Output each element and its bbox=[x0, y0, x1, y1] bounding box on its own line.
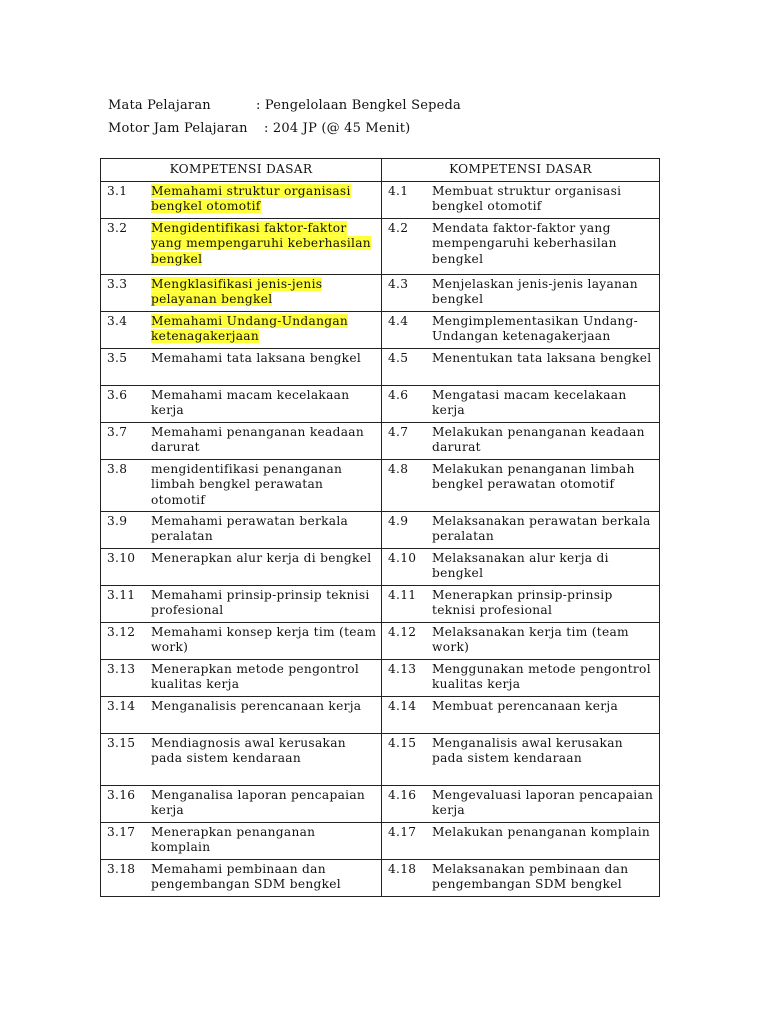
left-cell-9 bbox=[101, 549, 382, 586]
right-cell-3 bbox=[382, 312, 660, 349]
right-competency-number: 4.13 bbox=[388, 662, 417, 676]
left-competency-number: 3.1 bbox=[107, 184, 128, 198]
right-competency-text: Membuat perencanaan kerja bbox=[432, 699, 619, 713]
right-competency-item bbox=[388, 551, 655, 582]
right-competency-text: Melakukan penanganan limbah bengkel perawatan otomotif bbox=[432, 462, 635, 492]
subject-value: : Pengelolaan Bengkel Sepeda bbox=[256, 98, 461, 113]
table-row bbox=[101, 860, 660, 897]
right-competency-number: 4.9 bbox=[388, 514, 409, 528]
right-cell-16 bbox=[382, 823, 660, 860]
right-cell-2 bbox=[382, 275, 660, 312]
hours-label: Motor Jam Pelajaran bbox=[108, 121, 248, 136]
right-competency-item bbox=[388, 788, 655, 819]
left-competency-item bbox=[107, 736, 377, 767]
left-competency-number: 3.3 bbox=[107, 277, 128, 291]
left-competency-item bbox=[107, 625, 377, 656]
left-competency-text: Memahami macam kecelakaan kerja bbox=[151, 388, 350, 418]
right-cell-9 bbox=[382, 549, 660, 586]
left-cell-6 bbox=[101, 423, 382, 460]
right-competency-text: Melakukan penanganan komplain bbox=[432, 825, 651, 839]
left-cell-1 bbox=[101, 219, 382, 275]
table-row bbox=[101, 312, 660, 349]
subject-label: Mata Pelajaran bbox=[108, 98, 211, 113]
left-cell-3 bbox=[101, 312, 382, 349]
table-row bbox=[101, 275, 660, 312]
right-competency-item bbox=[388, 862, 655, 893]
right-competency-text: Membuat struktur organisasi bengkel otomotif bbox=[432, 184, 622, 214]
table-row bbox=[101, 549, 660, 586]
left-cell-10 bbox=[101, 586, 382, 623]
left-cell-15 bbox=[101, 786, 382, 823]
left-competency-number: 3.6 bbox=[107, 388, 128, 402]
left-competency-item bbox=[107, 788, 377, 819]
right-cell-13 bbox=[382, 697, 660, 734]
right-competency-item bbox=[388, 514, 655, 545]
right-competency-number: 4.3 bbox=[388, 277, 409, 291]
right-competency-item bbox=[388, 662, 655, 693]
right-competency-number: 4.17 bbox=[388, 825, 417, 839]
right-competency-number: 4.10 bbox=[388, 551, 417, 565]
left-competency-item bbox=[107, 462, 377, 508]
col1-header: KOMPETENSI DASAR bbox=[101, 159, 382, 182]
left-cell-7 bbox=[101, 460, 382, 512]
left-competency-number: 3.13 bbox=[107, 662, 136, 676]
left-competency-item bbox=[107, 551, 377, 566]
left-cell-8 bbox=[101, 512, 382, 549]
right-competency-text: Menerapkan prinsip-prinsip teknisi profesional bbox=[432, 588, 613, 618]
left-competency-number: 3.10 bbox=[107, 551, 136, 565]
right-competency-text: Mengatasi macam kecelakaan kerja bbox=[432, 388, 627, 418]
right-competency-text: Melaksanakan pembinaan dan pengembangan SDM bengkel bbox=[432, 862, 629, 892]
table-row bbox=[101, 586, 660, 623]
right-competency-text: Mendata faktor-faktor yang mempengaruhi keberhasilan bengkel bbox=[432, 221, 617, 266]
table-row bbox=[101, 386, 660, 423]
right-cell-10 bbox=[382, 586, 660, 623]
right-competency-number: 4.11 bbox=[388, 588, 417, 602]
left-competency-item bbox=[107, 314, 377, 345]
right-competency-item bbox=[388, 736, 655, 767]
table-row bbox=[101, 823, 660, 860]
left-competency-item bbox=[107, 184, 377, 215]
left-cell-2 bbox=[101, 275, 382, 312]
left-competency-number: 3.11 bbox=[107, 588, 136, 602]
right-competency-item bbox=[388, 699, 655, 714]
left-competency-text: Mendiagnosis awal kerusakan pada sistem kendaraan bbox=[151, 736, 346, 766]
right-competency-text: Menjelaskan jenis-jenis layanan bengkel bbox=[432, 277, 638, 307]
right-competency-text: Melaksanakan alur kerja di bengkel bbox=[432, 551, 609, 581]
left-competency-number: 3.12 bbox=[107, 625, 136, 639]
left-competency-number: 3.9 bbox=[107, 514, 128, 528]
left-cell-11 bbox=[101, 623, 382, 660]
left-cell-13 bbox=[101, 697, 382, 734]
right-competency-number: 4.5 bbox=[388, 351, 409, 365]
left-competency-item bbox=[107, 514, 377, 545]
right-cell-14 bbox=[382, 734, 660, 786]
table-row bbox=[101, 512, 660, 549]
table-body bbox=[101, 182, 660, 897]
right-competency-item bbox=[388, 388, 655, 419]
left-competency-text: Menerapkan alur kerja di bengkel bbox=[151, 551, 372, 565]
left-competency-number: 3.17 bbox=[107, 825, 136, 839]
table-row bbox=[101, 423, 660, 460]
right-competency-item bbox=[388, 351, 655, 366]
right-competency-number: 4.16 bbox=[388, 788, 417, 802]
table-header-row bbox=[101, 159, 660, 182]
right-cell-17 bbox=[382, 860, 660, 897]
right-cell-11 bbox=[382, 623, 660, 660]
left-competency-text: mengidentifikasi penanganan limbah bengkel perawatan otomotif bbox=[151, 462, 343, 507]
left-cell-14 bbox=[101, 734, 382, 786]
left-competency-item bbox=[107, 425, 377, 456]
table-row bbox=[101, 734, 660, 786]
left-cell-4 bbox=[101, 349, 382, 386]
right-competency-number: 4.8 bbox=[388, 462, 409, 476]
right-cell-5 bbox=[382, 386, 660, 423]
right-competency-text: Mengevaluasi laporan pencapaian kerja bbox=[432, 788, 654, 818]
left-competency-text: Memahami struktur organisasi bengkel otomotif bbox=[151, 184, 351, 214]
right-competency-item bbox=[388, 625, 655, 656]
right-competency-number: 4.18 bbox=[388, 862, 417, 876]
right-competency-number: 4.4 bbox=[388, 314, 409, 328]
right-competency-number: 4.14 bbox=[388, 699, 417, 713]
left-competency-number: 3.4 bbox=[107, 314, 128, 328]
left-competency-text: Menerapkan penanganan komplain bbox=[151, 825, 316, 855]
right-competency-text: Menganalisis awal kerusakan pada sistem kendaraan bbox=[432, 736, 623, 766]
table-row bbox=[101, 219, 660, 275]
right-competency-item bbox=[388, 314, 655, 345]
table-row bbox=[101, 786, 660, 823]
left-competency-number: 3.15 bbox=[107, 736, 136, 750]
right-competency-number: 4.7 bbox=[388, 425, 409, 439]
left-competency-item bbox=[107, 699, 377, 714]
right-competency-text: Mengimplementasikan Undang-Undangan ketenagakerjaan bbox=[432, 314, 639, 344]
left-competency-number: 3.14 bbox=[107, 699, 136, 713]
left-cell-16 bbox=[101, 823, 382, 860]
left-competency-text: Memahami pembinaan dan pengembangan SDM bengkel bbox=[151, 862, 341, 892]
right-cell-1 bbox=[382, 219, 660, 275]
left-competency-text: Memahami konsep kerja tim (team work) bbox=[151, 625, 377, 655]
hours-line bbox=[108, 121, 410, 136]
right-competency-number: 4.15 bbox=[388, 736, 417, 750]
right-competency-number: 4.2 bbox=[388, 221, 409, 235]
right-competency-item bbox=[388, 462, 655, 493]
left-competency-item bbox=[107, 862, 377, 893]
table-row bbox=[101, 460, 660, 512]
left-competency-number: 3.2 bbox=[107, 221, 128, 235]
left-competency-item bbox=[107, 662, 377, 693]
right-competency-item bbox=[388, 588, 655, 619]
right-competency-item bbox=[388, 221, 655, 267]
left-competency-text: Memahami tata laksana bengkel bbox=[151, 351, 362, 365]
left-competency-text: Menganalisa laporan pencapaian kerja bbox=[151, 788, 366, 818]
left-cell-12 bbox=[101, 660, 382, 697]
left-cell-5 bbox=[101, 386, 382, 423]
left-competency-item bbox=[107, 825, 377, 856]
right-cell-7 bbox=[382, 460, 660, 512]
right-competency-text: Melaksanakan kerja tim (team work) bbox=[432, 625, 629, 655]
table-row bbox=[101, 623, 660, 660]
col2-header: KOMPETENSI DASAR bbox=[382, 159, 660, 182]
left-competency-text: Mengklasifikasi jenis-jenis pelayanan bengkel bbox=[151, 277, 323, 307]
left-competency-number: 3.5 bbox=[107, 351, 128, 365]
right-competency-item bbox=[388, 825, 655, 840]
left-competency-item bbox=[107, 588, 377, 619]
right-competency-number: 4.6 bbox=[388, 388, 409, 402]
right-competency-text: Menentukan tata laksana bengkel bbox=[432, 351, 652, 365]
left-competency-text: Menerapkan metode pengontrol kualitas kerja bbox=[151, 662, 360, 692]
left-cell-0 bbox=[101, 182, 382, 219]
left-competency-item bbox=[107, 388, 377, 419]
left-competency-number: 3.7 bbox=[107, 425, 128, 439]
right-cell-15 bbox=[382, 786, 660, 823]
table-row bbox=[101, 660, 660, 697]
table-row bbox=[101, 697, 660, 734]
subject-line bbox=[108, 98, 461, 113]
right-cell-12 bbox=[382, 660, 660, 697]
left-competency-text: Memahami perawatan berkala peralatan bbox=[151, 514, 349, 544]
right-cell-6 bbox=[382, 423, 660, 460]
left-competency-text: Memahami prinsip-prinsip teknisi profesional bbox=[151, 588, 370, 618]
table-row bbox=[101, 349, 660, 386]
left-cell-17 bbox=[101, 860, 382, 897]
left-competency-number: 3.8 bbox=[107, 462, 128, 476]
hours-value: : 204 JP (@ 45 Menit) bbox=[264, 121, 411, 136]
left-competency-number: 3.18 bbox=[107, 862, 136, 876]
right-competency-number: 4.1 bbox=[388, 184, 409, 198]
right-cell-4 bbox=[382, 349, 660, 386]
right-cell-8 bbox=[382, 512, 660, 549]
competency-table bbox=[100, 158, 660, 897]
right-competency-number: 4.12 bbox=[388, 625, 417, 639]
right-competency-item bbox=[388, 277, 655, 308]
left-competency-text: Menganalisis perencanaan kerja bbox=[151, 699, 362, 713]
right-competency-item bbox=[388, 425, 655, 456]
left-competency-text: Memahami Undang-Undangan ketenagakerjaan bbox=[151, 314, 349, 344]
right-competency-text: Menggunakan metode pengontrol kualitas kerja bbox=[432, 662, 651, 692]
left-competency-number: 3.16 bbox=[107, 788, 136, 802]
right-competency-item bbox=[388, 184, 655, 215]
left-competency-item bbox=[107, 277, 377, 308]
left-competency-text: Memahami penanganan keadaan darurat bbox=[151, 425, 364, 455]
left-competency-text: Mengidentifikasi faktor-faktor yang mempengaruhi keberhasilan bengkel bbox=[151, 221, 371, 266]
right-cell-0 bbox=[382, 182, 660, 219]
right-competency-text: Melaksanakan perawatan berkala peralatan bbox=[432, 514, 651, 544]
right-competency-text: Melakukan penanganan keadaan darurat bbox=[432, 425, 645, 455]
table-row bbox=[101, 182, 660, 219]
left-competency-item bbox=[107, 221, 377, 267]
left-competency-item bbox=[107, 351, 377, 366]
